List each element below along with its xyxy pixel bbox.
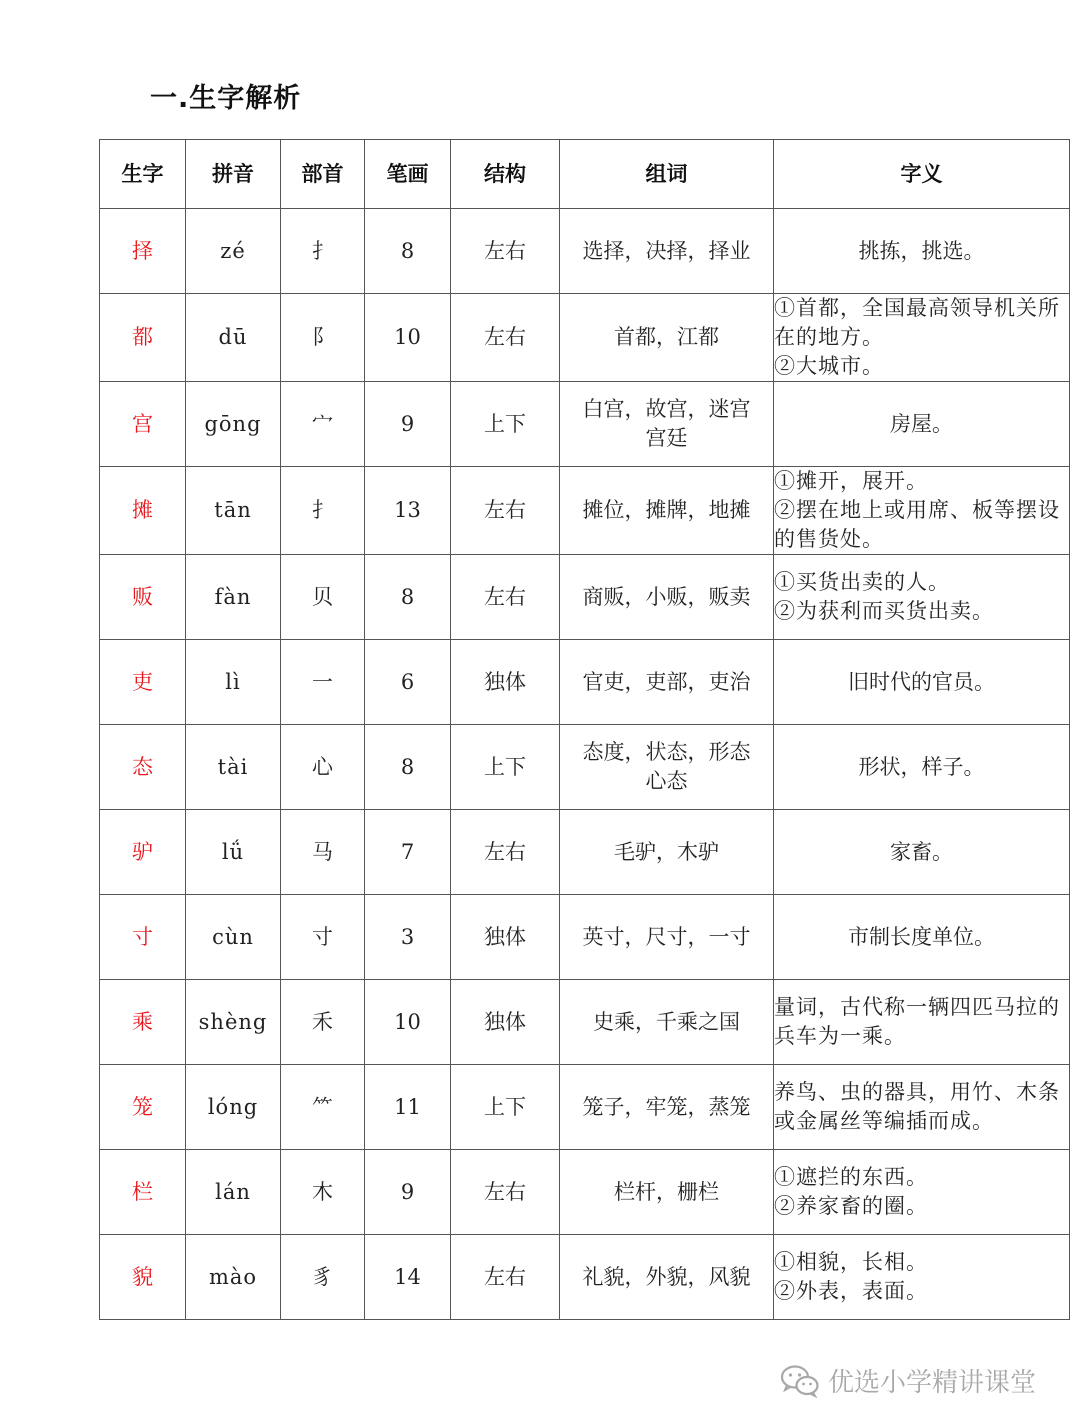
header-strokes: 笔画 [365,140,451,209]
cell-radical: 贝 [281,555,365,640]
table-row [100,1065,1070,1150]
cell-pinyin: fàn [186,555,281,640]
section-title: 一.生字解析 [150,83,302,114]
cell-pinyin: lán [186,1150,281,1235]
cell-strokes: 10 [365,294,451,382]
cell-radical: 木 [281,1150,365,1235]
cell-meaning: 市制长度单位。 [774,895,1070,980]
table-row [100,209,1070,294]
cell-meaning: ①首都，全国最高领导机关所在的地方。 ②大城市。 [774,294,1070,382]
cell-char: 笼 [100,1065,186,1150]
cell-pinyin: dū [186,294,281,382]
table-body [100,209,1070,1320]
cell-structure: 上下 [451,725,560,810]
cell-words: 官吏，吏部，吏治 [560,640,774,725]
cell-meaning: 家畜。 [774,810,1070,895]
cell-structure: 左右 [451,209,560,294]
cell-radical: 心 [281,725,365,810]
watermark-text: 优选小学精讲课堂 [828,1368,1037,1398]
cell-char: 摊 [100,467,186,555]
table-row [100,1235,1070,1320]
watermark [780,1362,1036,1399]
cell-structure: 左右 [451,294,560,382]
table-row [100,725,1070,810]
cell-words: 栏杆，栅栏 [560,1150,774,1235]
cell-words: 商贩，小贩，贩卖 [560,555,774,640]
table-row [100,810,1070,895]
cell-words: 态度，状态，形态 心态 [560,725,774,810]
cell-radical: ⺮ [281,1065,365,1150]
cell-strokes: 9 [365,382,451,467]
table-row [100,294,1070,382]
table-row [100,555,1070,640]
cell-radical: 宀 [281,382,365,467]
cell-structure: 左右 [451,467,560,555]
cell-radical: 禾 [281,980,365,1065]
cell-radical: 一 [281,640,365,725]
cell-structure: 左右 [451,1235,560,1320]
cell-meaning: 挑拣，挑选。 [774,209,1070,294]
cell-meaning: 量词，古代称一辆四匹马拉的兵车为一乘。 [774,980,1070,1065]
cell-structure: 独体 [451,895,560,980]
cell-words: 毛驴，木驴 [560,810,774,895]
table-row [100,467,1070,555]
cell-meaning: 旧时代的官员。 [774,640,1070,725]
cell-meaning: ①买货出卖的人。 ②为获利而买货出卖。 [774,555,1070,640]
cell-structure: 独体 [451,640,560,725]
header-meaning: 字义 [774,140,1070,209]
cell-radical: 寸 [281,895,365,980]
vocabulary-table [99,139,1070,1320]
cell-structure: 上下 [451,1065,560,1150]
cell-char: 贩 [100,555,186,640]
cell-pinyin: lì [186,640,281,725]
cell-words: 首都，江都 [560,294,774,382]
cell-pinyin: lǘ [186,810,281,895]
cell-pinyin: cùn [186,895,281,980]
table-header-row [100,140,1070,209]
cell-words: 摊位，摊牌，地摊 [560,467,774,555]
cell-char: 寸 [100,895,186,980]
cell-radical: 扌 [281,209,365,294]
wechat-icon [780,1364,820,1398]
cell-pinyin: tān [186,467,281,555]
table-row [100,980,1070,1065]
cell-structure: 上下 [451,382,560,467]
cell-char: 貌 [100,1235,186,1320]
cell-char: 吏 [100,640,186,725]
cell-strokes: 7 [365,810,451,895]
cell-meaning: ①遮拦的东西。 ②养家畜的圈。 [774,1150,1070,1235]
header-words: 组词 [560,140,774,209]
cell-char: 乘 [100,980,186,1065]
cell-pinyin: zé [186,209,281,294]
table-row [100,895,1070,980]
cell-strokes: 10 [365,980,451,1065]
cell-structure: 左右 [451,810,560,895]
cell-pinyin: gōng [186,382,281,467]
cell-meaning: ①摊开，展开。 ②摆在地上或用席、板等摆设的售货处。 [774,467,1070,555]
cell-strokes: 14 [365,1235,451,1320]
cell-strokes: 9 [365,1150,451,1235]
header-radical: 部首 [281,140,365,209]
cell-words: 笼子，牢笼，蒸笼 [560,1065,774,1150]
cell-pinyin: lóng [186,1065,281,1150]
cell-words: 礼貌，外貌，风貌 [560,1235,774,1320]
cell-strokes: 8 [365,725,451,810]
cell-meaning: 养鸟、虫的器具，用竹、木条或金属丝等编插而成。 [774,1065,1070,1150]
cell-radical: 马 [281,810,365,895]
header-char: 生字 [100,140,186,209]
cell-strokes: 8 [365,209,451,294]
cell-char: 驴 [100,810,186,895]
cell-strokes: 8 [365,555,451,640]
cell-words: 白宫，故宫，迷宫 宫廷 [560,382,774,467]
cell-radical: 扌 [281,467,365,555]
cell-pinyin: tài [186,725,281,810]
cell-char: 态 [100,725,186,810]
cell-strokes: 11 [365,1065,451,1150]
cell-pinyin: shèng [186,980,281,1065]
cell-pinyin: mào [186,1235,281,1320]
cell-char: 都 [100,294,186,382]
cell-radical: 阝 [281,294,365,382]
header-pinyin: 拼音 [186,140,281,209]
table-row [100,640,1070,725]
cell-meaning: 房屋。 [774,382,1070,467]
table-row [100,1150,1070,1235]
cell-radical: 豸 [281,1235,365,1320]
cell-words: 选择，决择，择业 [560,209,774,294]
cell-words: 英寸，尺寸，一寸 [560,895,774,980]
cell-meaning: ①相貌，长相。 ②外表，表面。 [774,1235,1070,1320]
cell-strokes: 13 [365,467,451,555]
cell-meaning: 形状，样子。 [774,725,1070,810]
cell-words: 史乘，千乘之国 [560,980,774,1065]
cell-structure: 独体 [451,980,560,1065]
cell-strokes: 3 [365,895,451,980]
cell-char: 宫 [100,382,186,467]
header-structure: 结构 [451,140,560,209]
cell-structure: 左右 [451,1150,560,1235]
cell-strokes: 6 [365,640,451,725]
table-row [100,382,1070,467]
cell-char: 择 [100,209,186,294]
cell-structure: 左右 [451,555,560,640]
cell-char: 栏 [100,1150,186,1235]
